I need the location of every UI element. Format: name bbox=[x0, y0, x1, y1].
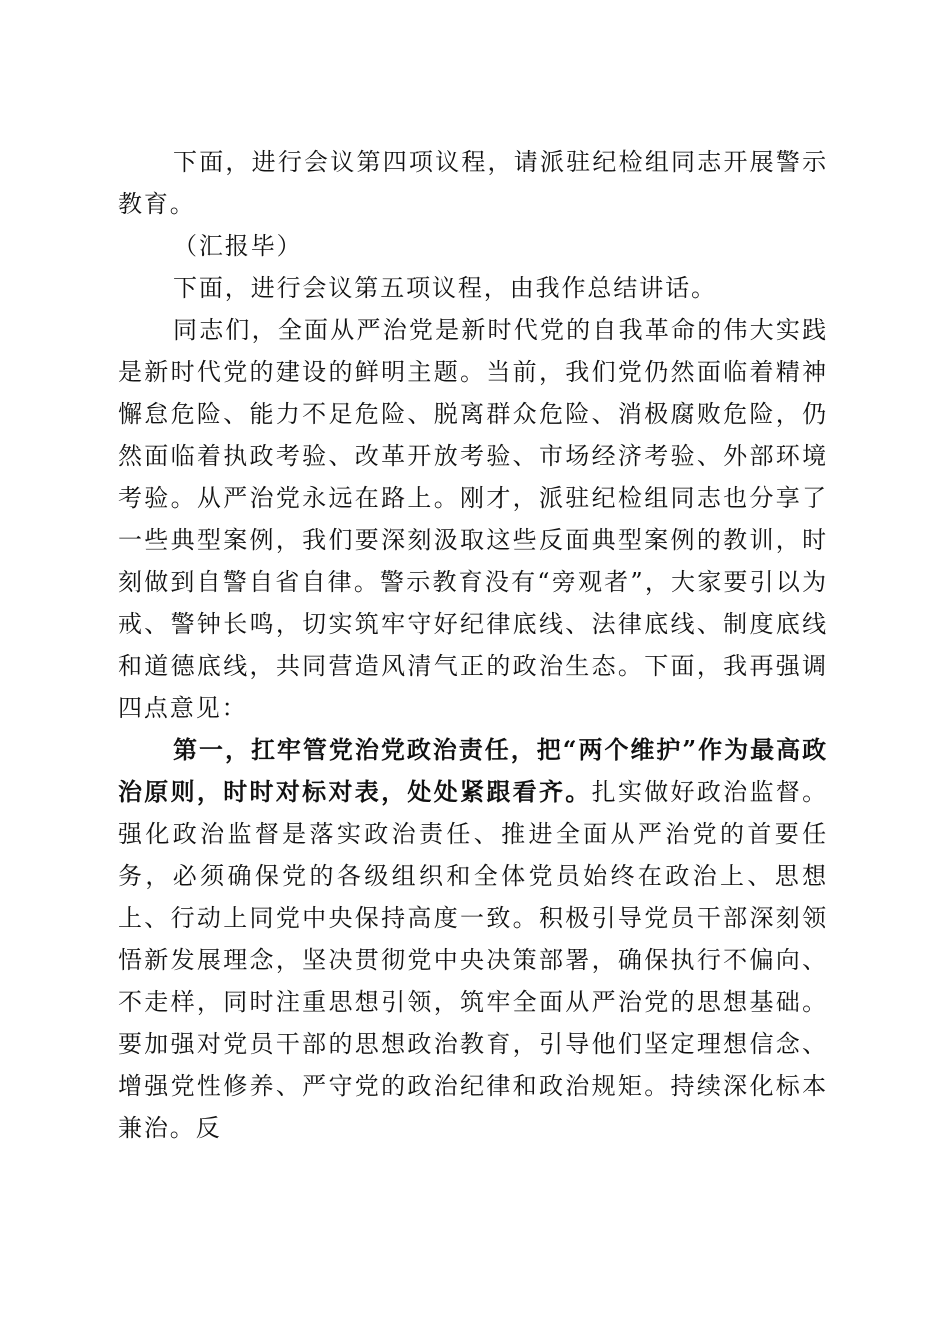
paragraph-text: 扎实做好政治监督。强化政治监督是落实政治责任、推进全面从严治党的首要任务，必须确保党的各级组织和全体党员始终在政治上、思想上、行动上同党中央保持高度一致。积极引导党员干部深刻领悟新发展理念，坚决贯彻党中央决策部署，确保执行不偏向、不走样，同时注重思想引领，筑牢全面从严治党的思想基础。要加强对党员干部的思想政治教育，引导他们坚定理想信念、增强党性修养、严守党的政治纪律和政治规矩。持续深化标本兼治。反 bbox=[118, 778, 828, 1142]
paragraph-text: （汇报毕） bbox=[173, 232, 303, 260]
paragraph-agenda-four bbox=[118, 141, 828, 225]
paragraph-point-one bbox=[118, 729, 828, 1149]
paragraph-speech-intro bbox=[118, 309, 828, 729]
document-body bbox=[118, 141, 828, 1149]
paragraph-report-end bbox=[118, 225, 828, 267]
paragraph-agenda-five bbox=[118, 267, 828, 309]
paragraph-text: 下面，进行会议第四项议程，请派驻纪检组同志开展警示教育。 bbox=[118, 148, 828, 218]
paragraph-text: 同志们，全面从严治党是新时代党的自我革命的伟大实践是新时代党的建设的鲜明主题。当前，我们党仍然面临着精神懈怠危险、能力不足危险、脱离群众危险、消极腐败危险，仍然面临着执政考验、改革开放考验、市场经济考验、外部环境考验。从严治党永远在路上。刚才，派驻纪检组同志也分享了一些典型案例，我们要深刻汲取这些反面典型案例的教训，时刻做到自警自省自律。警示教育没有“旁观者”，大家要引以为戒、警钟长鸣，切实筑牢守好纪律底线、法律底线、制度底线和道德底线，共同营造风清气正的政治生态。下面，我再强调四点意见： bbox=[118, 316, 828, 722]
paragraph-text: 下面，进行会议第五项议程，由我作总结讲话。 bbox=[173, 274, 717, 302]
paragraph-heading-bold: 第一，扛牢管党治党政治责任，把“两个维护”作为最高政治原则，时时对标对表，处处紧跟看齐。 bbox=[118, 735, 828, 806]
